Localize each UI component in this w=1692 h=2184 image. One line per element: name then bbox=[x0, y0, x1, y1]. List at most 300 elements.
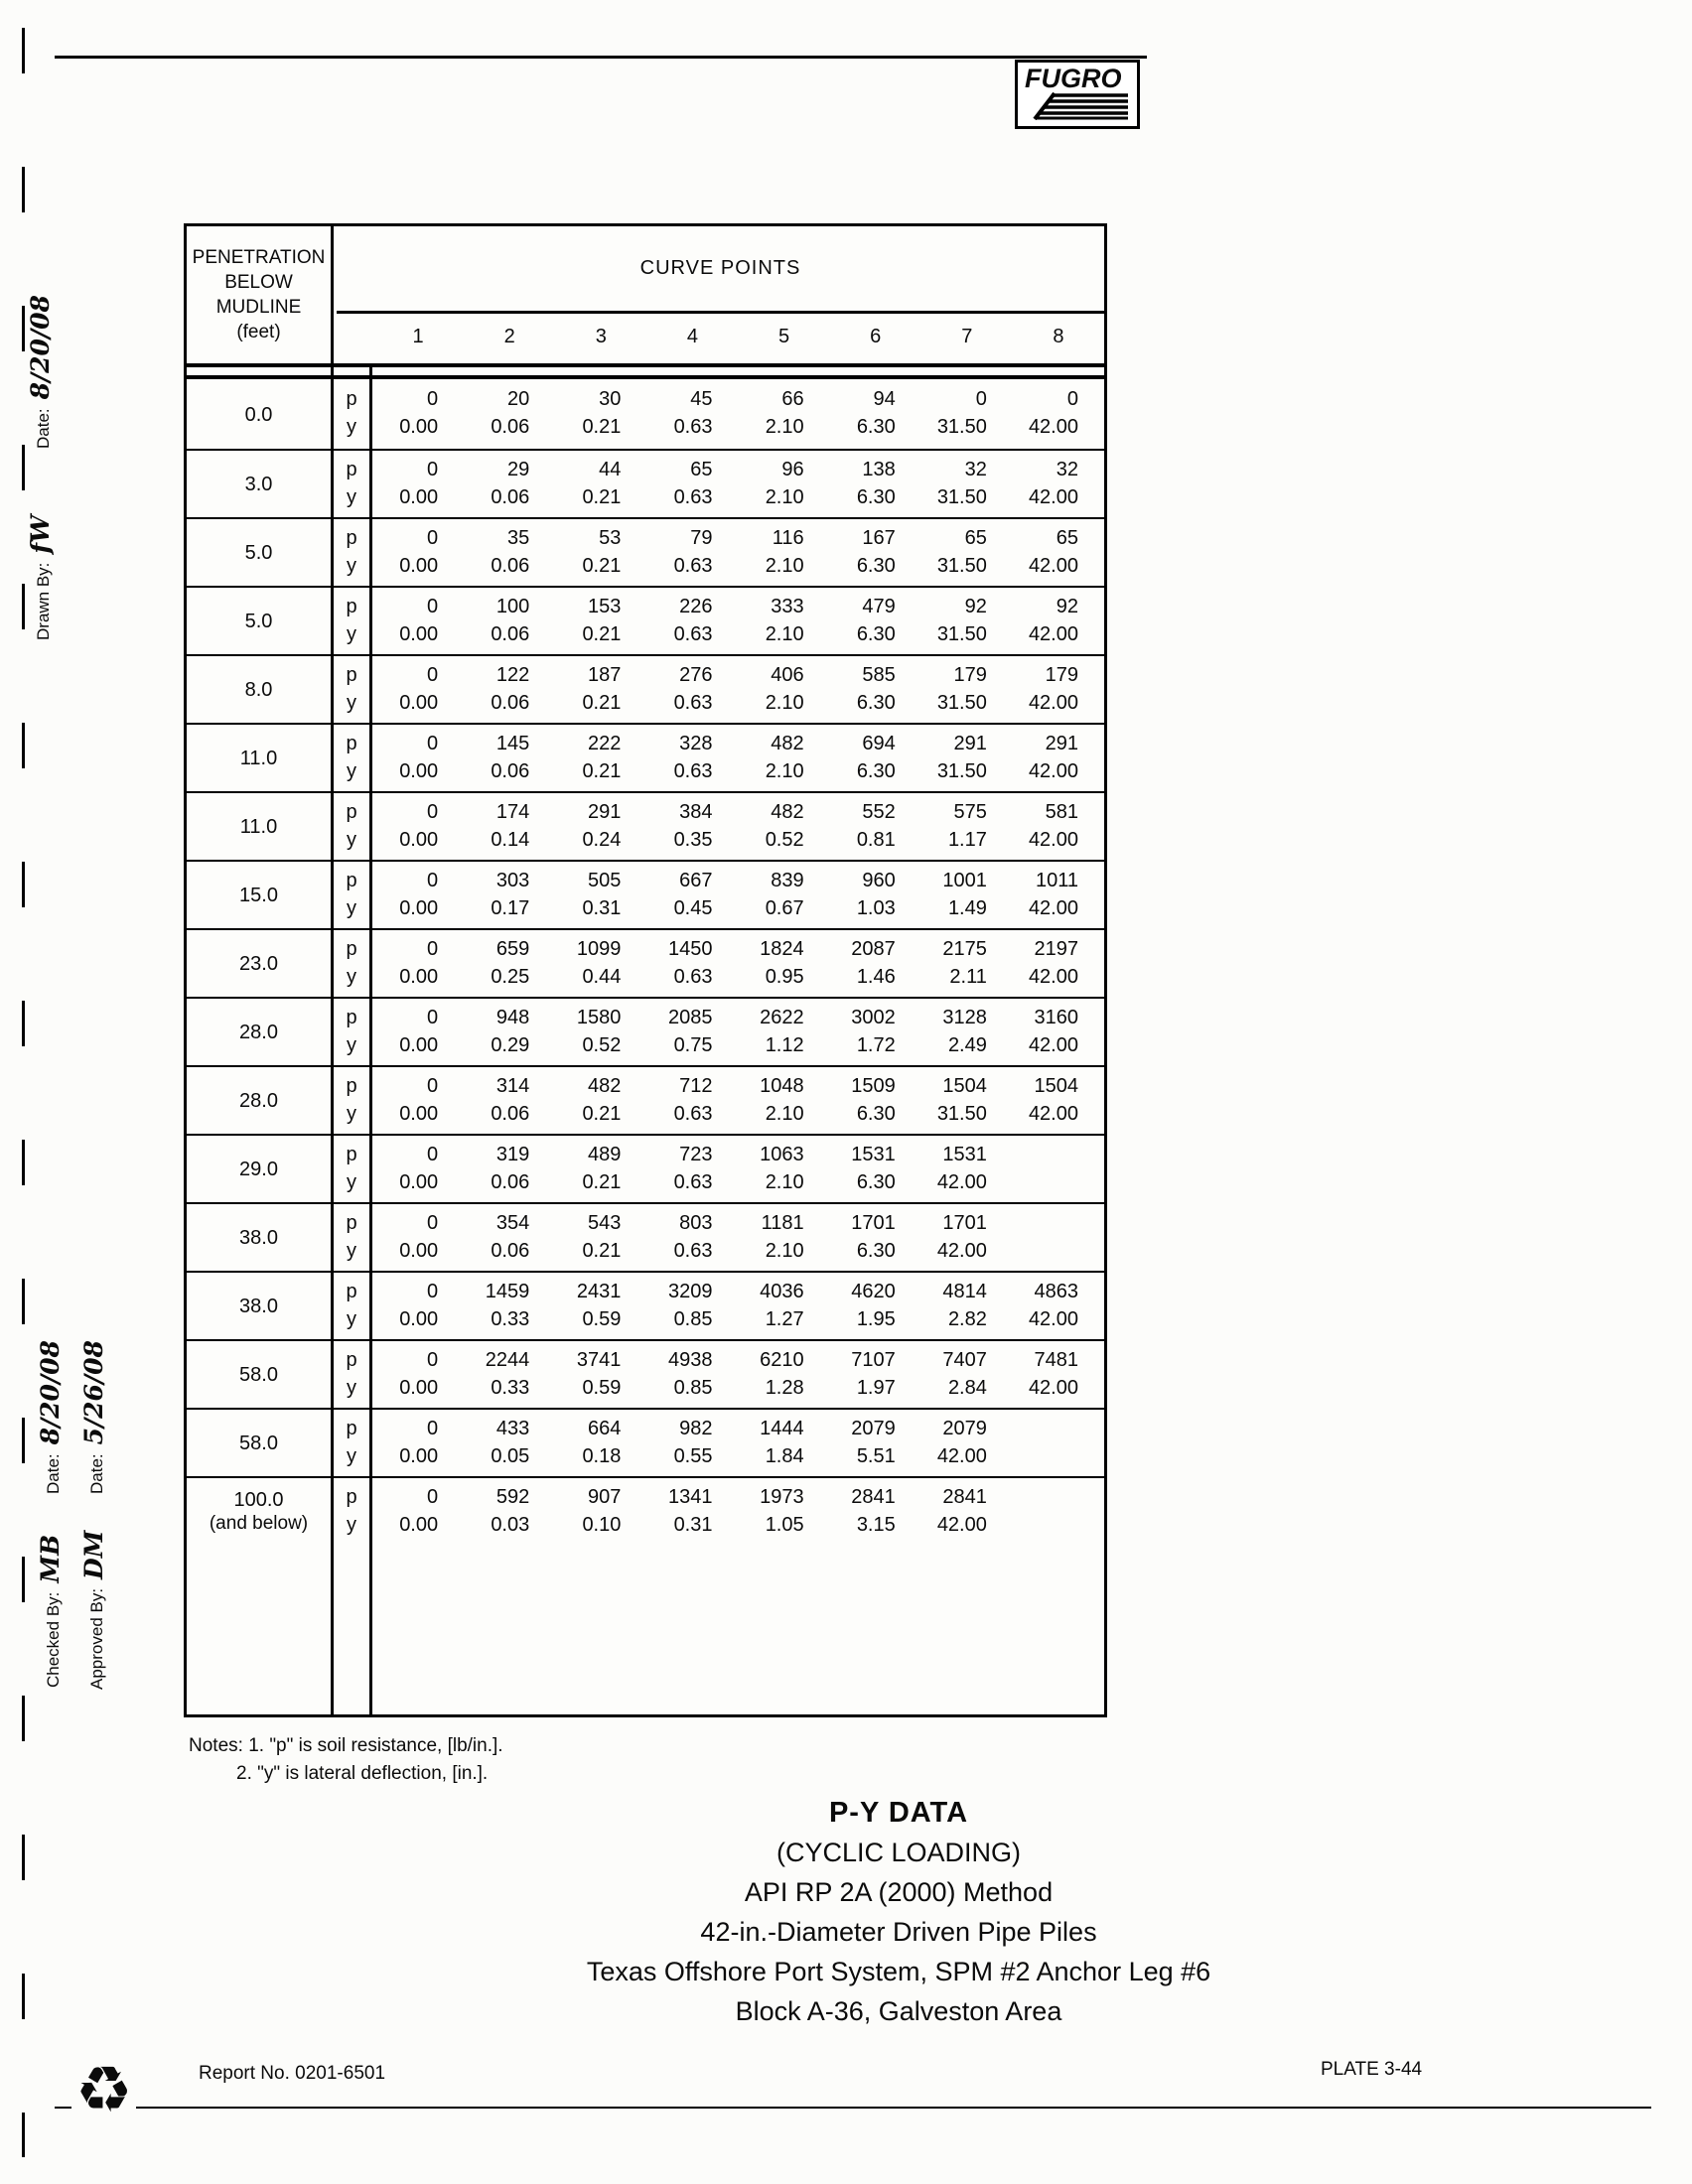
p-value: 2175 bbox=[942, 938, 987, 960]
py-label-cell bbox=[331, 1136, 372, 1202]
y-value: 1.95 bbox=[856, 1308, 896, 1330]
p-value: 1504 bbox=[942, 1075, 987, 1097]
y-value: 0.33 bbox=[491, 1308, 530, 1330]
curve-point-cell bbox=[921, 519, 1013, 586]
y-value: 1.46 bbox=[856, 966, 896, 988]
y-value: 0.95 bbox=[765, 966, 804, 988]
curve-point-cell bbox=[372, 793, 464, 860]
curve-point-cell bbox=[739, 1067, 830, 1134]
curve-point-cell bbox=[1013, 1478, 1104, 1545]
p-value: 0 bbox=[427, 1144, 439, 1165]
curve-point-cell bbox=[555, 451, 646, 517]
curve-point-cell bbox=[921, 725, 1013, 791]
p-value: 0 bbox=[427, 1075, 439, 1097]
p-value: 333 bbox=[771, 596, 804, 617]
p-value: 482 bbox=[771, 733, 804, 754]
curve-point-cell bbox=[1013, 930, 1104, 997]
y-value: 2.10 bbox=[765, 555, 804, 577]
p-value: 7107 bbox=[851, 1349, 896, 1371]
curve-point-cell bbox=[464, 1067, 555, 1134]
py-label-cell bbox=[331, 1410, 372, 1476]
y-value: 0.63 bbox=[673, 623, 713, 645]
y-value: 1.84 bbox=[765, 1445, 804, 1467]
p-value: 1509 bbox=[851, 1075, 896, 1097]
y-value: 0.85 bbox=[673, 1377, 713, 1399]
date-handwritten: 8/20/08 bbox=[26, 295, 55, 400]
y-value: 31.50 bbox=[936, 692, 987, 714]
table-row bbox=[187, 586, 1104, 654]
p-value: 839 bbox=[771, 870, 804, 891]
margin-date-checked bbox=[36, 1340, 66, 1494]
depth-cell bbox=[187, 1273, 331, 1339]
p-value: 35 bbox=[507, 527, 530, 549]
y-value: 0.00 bbox=[399, 897, 439, 919]
p-value: 0 bbox=[427, 801, 439, 823]
curve-point-cell bbox=[555, 588, 646, 654]
curve-point-cell bbox=[1013, 519, 1104, 586]
title-line: (CYCLIC LOADING) bbox=[776, 1838, 1022, 1867]
curve-point-cell bbox=[464, 519, 555, 586]
curve-point-cell bbox=[830, 1341, 921, 1408]
curve-point-cell bbox=[830, 656, 921, 723]
curve-point-cell bbox=[464, 451, 555, 517]
curve-point-cell bbox=[646, 1067, 738, 1134]
p-value: 187 bbox=[588, 664, 622, 686]
curve-point-cell bbox=[464, 380, 555, 449]
p-value: 66 bbox=[781, 388, 804, 410]
curve-point-cell bbox=[646, 1204, 738, 1271]
depth-value: 8.0 bbox=[244, 678, 273, 701]
y-value: 0.06 bbox=[491, 760, 530, 782]
curve-point-cell bbox=[921, 1204, 1013, 1271]
depth-cell bbox=[187, 656, 331, 723]
depth-cell bbox=[187, 725, 331, 791]
curve-point-cell bbox=[739, 793, 830, 860]
p-value: 122 bbox=[495, 664, 530, 686]
curve-point-cell bbox=[1013, 1067, 1104, 1134]
p-value: 592 bbox=[495, 1486, 530, 1508]
curve-point-cell bbox=[739, 588, 830, 654]
title-line: Block A-36, Galveston Area bbox=[735, 1996, 1062, 2026]
p-value: 0 bbox=[427, 388, 439, 410]
p-value: 1048 bbox=[760, 1075, 804, 1097]
p-value: 585 bbox=[862, 664, 896, 686]
y-value: 0.06 bbox=[491, 1171, 530, 1193]
p-label: p bbox=[346, 1212, 357, 1234]
p-value: 7407 bbox=[942, 1349, 987, 1371]
margin-checked-by bbox=[36, 1524, 66, 1688]
curve-point-cell bbox=[646, 656, 738, 723]
depth-value: 23.0 bbox=[239, 952, 278, 975]
curve-point-cell bbox=[464, 1204, 555, 1271]
py-label-cell bbox=[331, 1341, 372, 1408]
y-value: 0.00 bbox=[399, 692, 439, 714]
p-value: 92 bbox=[1056, 596, 1078, 617]
y-value: 0.31 bbox=[673, 1514, 713, 1536]
curve-point-cell bbox=[372, 1478, 464, 1545]
p-value: 1063 bbox=[760, 1144, 804, 1165]
curve-point-cell bbox=[921, 1341, 1013, 1408]
p-value: 575 bbox=[953, 801, 987, 823]
py-label-cell bbox=[331, 999, 372, 1065]
margin-drawn-by bbox=[26, 477, 56, 640]
curve-point-cell bbox=[830, 1410, 921, 1476]
curve-point-cell bbox=[739, 1341, 830, 1408]
p-label: p bbox=[346, 596, 357, 617]
curve-point-number: 4 bbox=[686, 326, 698, 347]
table-row bbox=[187, 380, 1104, 449]
curve-point-cell bbox=[555, 999, 646, 1065]
curve-point-cell bbox=[555, 1478, 646, 1545]
curve-point-cell bbox=[646, 451, 738, 517]
curve-point-cell bbox=[646, 1410, 738, 1476]
p-value: 1011 bbox=[1035, 870, 1078, 891]
curve-point-cell bbox=[830, 1478, 921, 1545]
y-value: 31.50 bbox=[936, 486, 987, 508]
depth-cell bbox=[187, 793, 331, 860]
y-label: y bbox=[347, 1171, 356, 1193]
y-value: 42.00 bbox=[1028, 897, 1078, 919]
y-value: 42.00 bbox=[1028, 1308, 1078, 1330]
y-value: 42.00 bbox=[1028, 416, 1078, 438]
y-value: 31.50 bbox=[936, 623, 987, 645]
p-value: 100 bbox=[495, 596, 530, 617]
p-value: 0 bbox=[1066, 388, 1078, 410]
curve-point-cell bbox=[921, 930, 1013, 997]
y-label: y bbox=[347, 692, 356, 714]
y-value: 0.00 bbox=[399, 1377, 439, 1399]
p-value: 433 bbox=[495, 1418, 530, 1439]
drawn-by-signature: fW bbox=[26, 514, 55, 554]
table-row bbox=[187, 1408, 1104, 1476]
y-value: 6.30 bbox=[856, 623, 896, 645]
curve-point-cell bbox=[555, 725, 646, 791]
y-value: 1.72 bbox=[856, 1034, 896, 1056]
p-value: 482 bbox=[771, 801, 804, 823]
curve-point-cell bbox=[1013, 1410, 1104, 1476]
p-value: 1341 bbox=[668, 1486, 713, 1508]
py-label-cell bbox=[331, 1204, 372, 1271]
curve-point-cell bbox=[921, 656, 1013, 723]
checked-by-initials: MB bbox=[36, 1534, 65, 1583]
y-value: 0.52 bbox=[582, 1034, 622, 1056]
p-value: 0 bbox=[427, 938, 439, 960]
curve-point-cell bbox=[739, 1478, 830, 1545]
p-value: 4863 bbox=[1034, 1281, 1078, 1302]
curve-point-numbers bbox=[372, 311, 1104, 363]
curve-point-cell bbox=[372, 999, 464, 1065]
y-value: 0.00 bbox=[399, 486, 439, 508]
curve-point-cell bbox=[464, 1273, 555, 1339]
p-value: 1444 bbox=[760, 1418, 804, 1439]
y-label: y bbox=[347, 829, 356, 851]
y-value: 0.75 bbox=[673, 1034, 713, 1056]
p-value: 79 bbox=[690, 527, 713, 549]
curve-point-cell bbox=[1013, 1136, 1104, 1202]
p-value: 1450 bbox=[668, 938, 713, 960]
y-value: 6.30 bbox=[856, 555, 896, 577]
p-value: 0 bbox=[427, 1418, 439, 1439]
table-rows bbox=[187, 380, 1104, 1545]
depth-cell bbox=[187, 999, 331, 1065]
depth-value: 11.0 bbox=[239, 815, 278, 838]
p-value: 2622 bbox=[760, 1007, 804, 1028]
title-line: 42-in.-Diameter Driven Pipe Piles bbox=[700, 1917, 1097, 1947]
curve-point-cell bbox=[921, 1136, 1013, 1202]
p-value: 948 bbox=[495, 1007, 530, 1028]
y-value: 0.59 bbox=[582, 1308, 622, 1330]
y-value: 6.30 bbox=[856, 760, 896, 782]
penetration-header-line: BELOW bbox=[224, 272, 293, 293]
curve-point-cell bbox=[830, 793, 921, 860]
y-value: 0.25 bbox=[491, 966, 530, 988]
curve-point-cell bbox=[830, 725, 921, 791]
depth-note: (and below) bbox=[209, 1512, 309, 1534]
curve-point-cell bbox=[1013, 1204, 1104, 1271]
y-value: 2.10 bbox=[765, 486, 804, 508]
p-value: 479 bbox=[862, 596, 896, 617]
y-value: 0.00 bbox=[399, 623, 439, 645]
p-label: p bbox=[346, 664, 357, 686]
date-label: Date: bbox=[44, 1453, 63, 1494]
y-value: 1.17 bbox=[947, 829, 987, 851]
p-value: 4938 bbox=[668, 1349, 713, 1371]
p-value: 0 bbox=[427, 527, 439, 549]
y-value: 0.00 bbox=[399, 966, 439, 988]
p-label: p bbox=[346, 459, 357, 480]
y-value: 0.21 bbox=[582, 760, 622, 782]
curve-point-cell bbox=[646, 1341, 738, 1408]
y-value: 0.00 bbox=[399, 1308, 439, 1330]
curve-point-cell bbox=[555, 656, 646, 723]
p-value: 1099 bbox=[576, 938, 622, 960]
curve-point-cell bbox=[921, 1478, 1013, 1545]
py-label-cell bbox=[331, 793, 372, 860]
p-value: 1459 bbox=[485, 1281, 530, 1302]
p-value: 803 bbox=[679, 1212, 713, 1234]
p-value: 2079 bbox=[851, 1418, 896, 1439]
y-value: 2.84 bbox=[947, 1377, 987, 1399]
y-label: y bbox=[347, 1240, 356, 1262]
p-value: 1181 bbox=[761, 1212, 804, 1234]
table-row bbox=[187, 1134, 1104, 1202]
y-value: 42.00 bbox=[936, 1514, 987, 1536]
p-value: 65 bbox=[964, 527, 987, 549]
y-value: 0.45 bbox=[673, 897, 713, 919]
y-value: 0.06 bbox=[491, 416, 530, 438]
y-value: 0.63 bbox=[673, 1103, 713, 1125]
drawn-by-label: Drawn By: bbox=[34, 562, 53, 640]
y-value: 2.10 bbox=[765, 623, 804, 645]
p-value: 96 bbox=[781, 459, 804, 480]
curve-point-cell bbox=[921, 451, 1013, 517]
p-value: 0 bbox=[427, 596, 439, 617]
p-value: 20 bbox=[507, 388, 530, 410]
curve-point-cell bbox=[555, 862, 646, 928]
py-label-cell bbox=[331, 1067, 372, 1134]
y-label: y bbox=[347, 555, 356, 577]
curve-point-cell bbox=[646, 793, 738, 860]
top-rule bbox=[55, 56, 1147, 59]
curve-point-cell bbox=[464, 1410, 555, 1476]
p-value: 667 bbox=[679, 870, 713, 891]
py-label-cell bbox=[331, 930, 372, 997]
curve-point-cell bbox=[921, 1273, 1013, 1339]
y-value: 42.00 bbox=[1028, 1103, 1078, 1125]
p-value: 44 bbox=[599, 459, 622, 480]
double-rule bbox=[187, 375, 1104, 379]
y-value: 0.21 bbox=[582, 692, 622, 714]
title-line: P-Y DATA bbox=[828, 1797, 969, 1829]
curve-point-number: 6 bbox=[870, 326, 882, 347]
y-value: 0.18 bbox=[582, 1445, 622, 1467]
depth-cell bbox=[187, 588, 331, 654]
margin-date-approved bbox=[79, 1340, 109, 1494]
curve-point-cell bbox=[372, 1341, 464, 1408]
curve-point-cell bbox=[555, 519, 646, 586]
y-value: 2.11 bbox=[949, 966, 987, 988]
curve-point-cell bbox=[739, 999, 830, 1065]
date-handwritten: 5/26/08 bbox=[79, 1340, 108, 1445]
curve-point-cell bbox=[464, 862, 555, 928]
y-value: 0.35 bbox=[673, 829, 713, 851]
y-value: 0.06 bbox=[491, 1240, 530, 1262]
curve-point-cell bbox=[464, 588, 555, 654]
table-row bbox=[187, 860, 1104, 928]
y-value: 42.00 bbox=[936, 1240, 987, 1262]
p-value: 552 bbox=[862, 801, 896, 823]
y-value: 0.06 bbox=[491, 692, 530, 714]
p-label: p bbox=[346, 733, 357, 754]
depth-cell bbox=[187, 1478, 331, 1545]
p-value: 4814 bbox=[942, 1281, 987, 1302]
py-label-cell bbox=[331, 588, 372, 654]
fugro-logo bbox=[1015, 60, 1140, 129]
y-value: 42.00 bbox=[1028, 760, 1078, 782]
depth-value: 0.0 bbox=[244, 403, 273, 426]
p-label: p bbox=[346, 1418, 357, 1439]
y-value: 6.30 bbox=[856, 1240, 896, 1262]
curve-point-cell bbox=[1013, 725, 1104, 791]
y-value: 0.63 bbox=[673, 555, 713, 577]
y-value: 0.06 bbox=[491, 1103, 530, 1125]
p-value: 505 bbox=[588, 870, 622, 891]
y-value: 0.63 bbox=[673, 1240, 713, 1262]
table-row bbox=[187, 517, 1104, 586]
margin-approved-by bbox=[79, 1516, 109, 1690]
y-value: 0.81 bbox=[856, 829, 896, 851]
table-row bbox=[187, 1202, 1104, 1271]
p-value: 581 bbox=[1045, 801, 1078, 823]
y-value: 31.50 bbox=[936, 1103, 987, 1125]
p-value: 53 bbox=[599, 527, 622, 549]
p-value: 45 bbox=[690, 388, 713, 410]
p-value: 0 bbox=[427, 459, 439, 480]
p-value: 712 bbox=[679, 1075, 713, 1097]
curve-point-cell bbox=[830, 1204, 921, 1271]
p-value: 1973 bbox=[760, 1486, 804, 1508]
curve-point-cell bbox=[555, 1341, 646, 1408]
p-value: 92 bbox=[964, 596, 987, 617]
y-value: 0.21 bbox=[582, 1240, 622, 1262]
py-data-table bbox=[184, 223, 1107, 1717]
y-label: y bbox=[347, 486, 356, 508]
table-row bbox=[187, 997, 1104, 1065]
y-label: y bbox=[347, 416, 356, 438]
p-value: 482 bbox=[588, 1075, 622, 1097]
fugro-logo-text: FUGRO bbox=[1025, 64, 1122, 93]
curve-point-cell bbox=[646, 380, 738, 449]
curve-point-cell bbox=[464, 930, 555, 997]
p-value: 1531 bbox=[942, 1144, 987, 1165]
table-row bbox=[187, 1271, 1104, 1339]
curve-point-cell bbox=[372, 862, 464, 928]
depth-cell bbox=[187, 930, 331, 997]
y-label: y bbox=[347, 1514, 356, 1536]
p-label: p bbox=[346, 388, 357, 410]
p-value: 1824 bbox=[760, 938, 804, 960]
curve-point-cell bbox=[555, 1067, 646, 1134]
y-value: 1.28 bbox=[765, 1377, 804, 1399]
p-value: 4620 bbox=[851, 1281, 896, 1302]
curve-point-cell bbox=[739, 1204, 830, 1271]
p-value: 319 bbox=[495, 1144, 530, 1165]
p-value: 222 bbox=[588, 733, 622, 754]
curve-point-cell bbox=[921, 1410, 1013, 1476]
p-value: 2841 bbox=[851, 1486, 896, 1508]
y-value: 0.00 bbox=[399, 1240, 439, 1262]
curve-point-cell bbox=[646, 930, 738, 997]
y-label: y bbox=[347, 966, 356, 988]
curve-point-cell bbox=[739, 380, 830, 449]
curve-point-cell bbox=[830, 519, 921, 586]
y-value: 0.24 bbox=[582, 829, 622, 851]
p-value: 6210 bbox=[760, 1349, 804, 1371]
curve-point-cell bbox=[739, 656, 830, 723]
penetration-header bbox=[187, 226, 331, 363]
p-label: p bbox=[346, 1007, 357, 1028]
p-value: 116 bbox=[772, 527, 804, 549]
y-label: y bbox=[347, 1034, 356, 1056]
curve-point-cell bbox=[739, 930, 830, 997]
p-value: 328 bbox=[679, 733, 713, 754]
curve-point-cell bbox=[830, 1067, 921, 1134]
curve-points-label: CURVE POINTS bbox=[639, 257, 801, 279]
py-label-cell bbox=[331, 451, 372, 517]
y-value: 0.59 bbox=[582, 1377, 622, 1399]
py-label-cell bbox=[331, 725, 372, 791]
p-value: 65 bbox=[1056, 527, 1078, 549]
bottom-rule bbox=[55, 2107, 1651, 2109]
title-block bbox=[352, 1793, 1445, 2031]
p-value: 0 bbox=[427, 664, 439, 686]
y-value: 0.17 bbox=[491, 897, 530, 919]
depth-value: 58.0 bbox=[239, 1363, 278, 1386]
curve-point-cell bbox=[921, 380, 1013, 449]
y-value: 31.50 bbox=[936, 416, 987, 438]
y-value: 2.49 bbox=[947, 1034, 987, 1056]
y-value: 2.10 bbox=[765, 1103, 804, 1125]
p-value: 4036 bbox=[760, 1281, 804, 1302]
y-value: 0.00 bbox=[399, 829, 439, 851]
binding-marks bbox=[22, 28, 25, 2157]
curve-point-cell bbox=[646, 519, 738, 586]
p-value: 145 bbox=[495, 733, 530, 754]
curve-point-cell bbox=[372, 1273, 464, 1339]
curve-point-cell bbox=[646, 588, 738, 654]
curve-point-cell bbox=[739, 519, 830, 586]
p-value: 0 bbox=[975, 388, 987, 410]
